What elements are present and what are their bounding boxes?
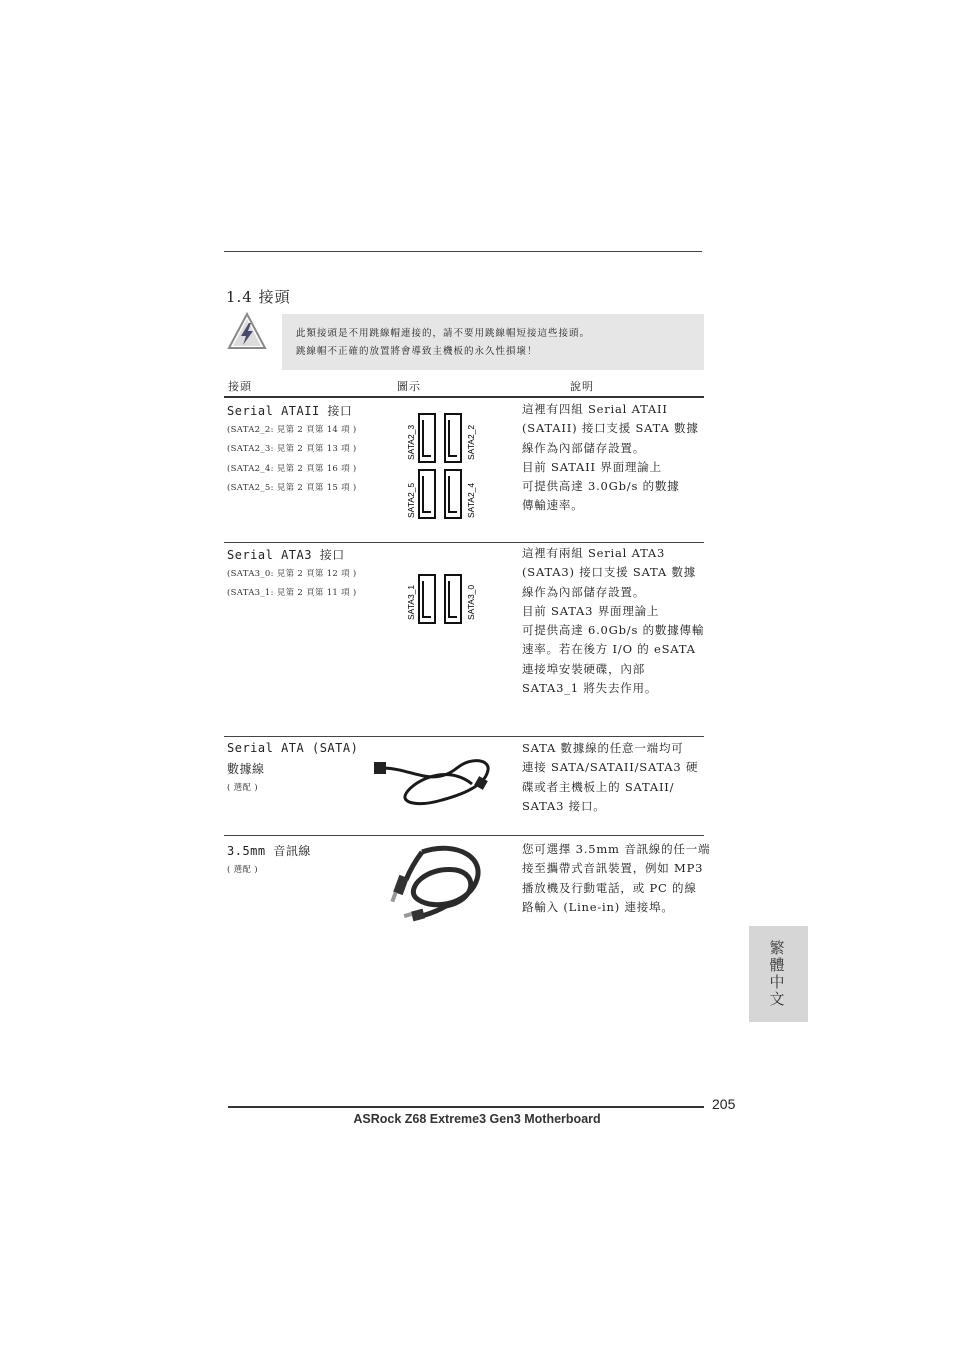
desc-line: 速率。若在後方 I/O 的 eSATA (522, 642, 696, 657)
desc-line: (SATA3) 接口支援 SATA 數據 (522, 565, 697, 580)
row-sata2-description (522, 400, 699, 516)
side-tab-label: 繁體中文 (769, 939, 785, 1008)
footer-rule (228, 1106, 704, 1108)
row-sata2-sub-1: (SATA2_2: 見第 2 頁第 14 項 ) (227, 425, 357, 435)
audio-cable-image (386, 840, 496, 930)
desc-line: 您可選擇 3.5mm 音訊線的任一端 (522, 842, 711, 856)
language-side-tab (749, 926, 808, 1022)
row-sata-cable-name-2: 數據線 (227, 762, 265, 776)
row-sata3-sub-1: (SATA3_0: 見第 2 頁第 12 項 ) (227, 569, 357, 579)
port-label-sata2-5: SATA2_5 (406, 482, 416, 518)
note-line-1: 此類接頭是不用跳線帽連接的，請不要用跳線帽短接這些接頭。 (296, 328, 591, 339)
row-sata3-sub-2: (SATA3_1: 見第 2 頁第 11 項 ) (227, 588, 357, 598)
row-sata-cable-name: Serial ATA (SATA) (227, 741, 359, 755)
port-label-sata2-4: SATA2_4 (466, 482, 476, 518)
desc-line: SATA3 接口。 (522, 798, 606, 813)
row-sata2-name: Serial ATAII 接口 (227, 404, 353, 418)
row-audio-cable-name: 3.5mm 音訊線 (227, 844, 311, 858)
sata3-connector-diagram (400, 572, 490, 628)
desc-line: 傳輸速率。 (522, 498, 584, 513)
row-sata2-sub-3: (SATA2_4: 見第 2 頁第 16 項 ) (227, 464, 357, 474)
header-underline (224, 396, 704, 398)
desc-line: 可提供高達 3.0Gb/s 的數據 (522, 479, 680, 494)
desc-line: 這裡有兩組 Serial ATA3 (522, 546, 666, 560)
note-line-2: 跳線帽不正確的放置將會導致主機板的永久性損壞！ (296, 346, 538, 357)
desc-line: SATA 數據線的任意一端均可 (522, 741, 684, 755)
column-header-description: 說明 (570, 380, 594, 393)
row-sata2-sub-2: (SATA2_3: 見第 2 頁第 13 項 ) (227, 444, 357, 454)
header-rule (224, 251, 702, 252)
row-audio-cable-description (522, 840, 710, 917)
row-sata3-description (522, 544, 704, 698)
column-header-connector: 接頭 (228, 380, 252, 393)
row-divider (224, 736, 704, 737)
row-audio-cable-optional: ( 選配 ) (227, 865, 258, 875)
desc-line: 可提供高達 6.0Gb/s 的數據傳輸 (522, 623, 705, 638)
desc-line: 路輸入 (Line-in) 連接埠。 (522, 899, 674, 914)
sata-cable-image (372, 748, 502, 812)
row-sata3-name: Serial ATA3 接口 (227, 548, 345, 562)
section-title: 1.4 接頭 (226, 288, 291, 306)
row-sata-cable-description (522, 739, 698, 816)
port-label-sata2-3: SATA2_3 (406, 424, 416, 460)
footer-product-name: ASRock Z68 Extreme3 Gen3 Motherboard (353, 1112, 601, 1126)
port-label-sata3-0: SATA3_0 (466, 584, 476, 620)
sata2-connector-diagram (400, 410, 490, 522)
desc-line: 目前 SATAII 界面理論上 (522, 459, 662, 474)
desc-line: (SATAII) 接口支援 SATA 數據 (522, 421, 699, 436)
desc-line: 連接埠安裝硬碟，內部 (522, 661, 645, 676)
port-label-sata3-1: SATA3_1 (406, 584, 416, 620)
row-divider (224, 835, 704, 836)
row-sata2-sub-4: (SATA2_5: 見第 2 頁第 15 項 ) (227, 483, 357, 493)
desc-line: 碟或者主機板上的 SATAII/ (522, 779, 675, 794)
page-number: 205 (712, 1096, 736, 1112)
column-header-figure: 圖示 (397, 380, 421, 393)
row-divider (224, 542, 704, 543)
desc-line: 線作為內部儲存設置。 (522, 584, 645, 599)
desc-line: 這裡有四組 Serial ATAII (522, 402, 668, 416)
desc-line: SATA3_1 將失去作用。 (522, 681, 658, 696)
row-sata-cable-optional: ( 選配 ) (227, 783, 258, 793)
desc-line: 接至攜帶式音訊裝置，例如 MP3 (522, 861, 704, 876)
note-box (282, 314, 704, 370)
desc-line: 播放機及行動電話，或 PC 的線 (522, 880, 697, 895)
desc-line: 連接 SATA/SATAII/SATA3 硬 (522, 760, 699, 775)
desc-line: 線作為內部儲存設置。 (522, 440, 645, 455)
warning-icon (226, 311, 268, 351)
port-label-sata2-2: SATA2_2 (466, 424, 476, 460)
desc-line: 目前 SATA3 界面理論上 (522, 603, 660, 618)
